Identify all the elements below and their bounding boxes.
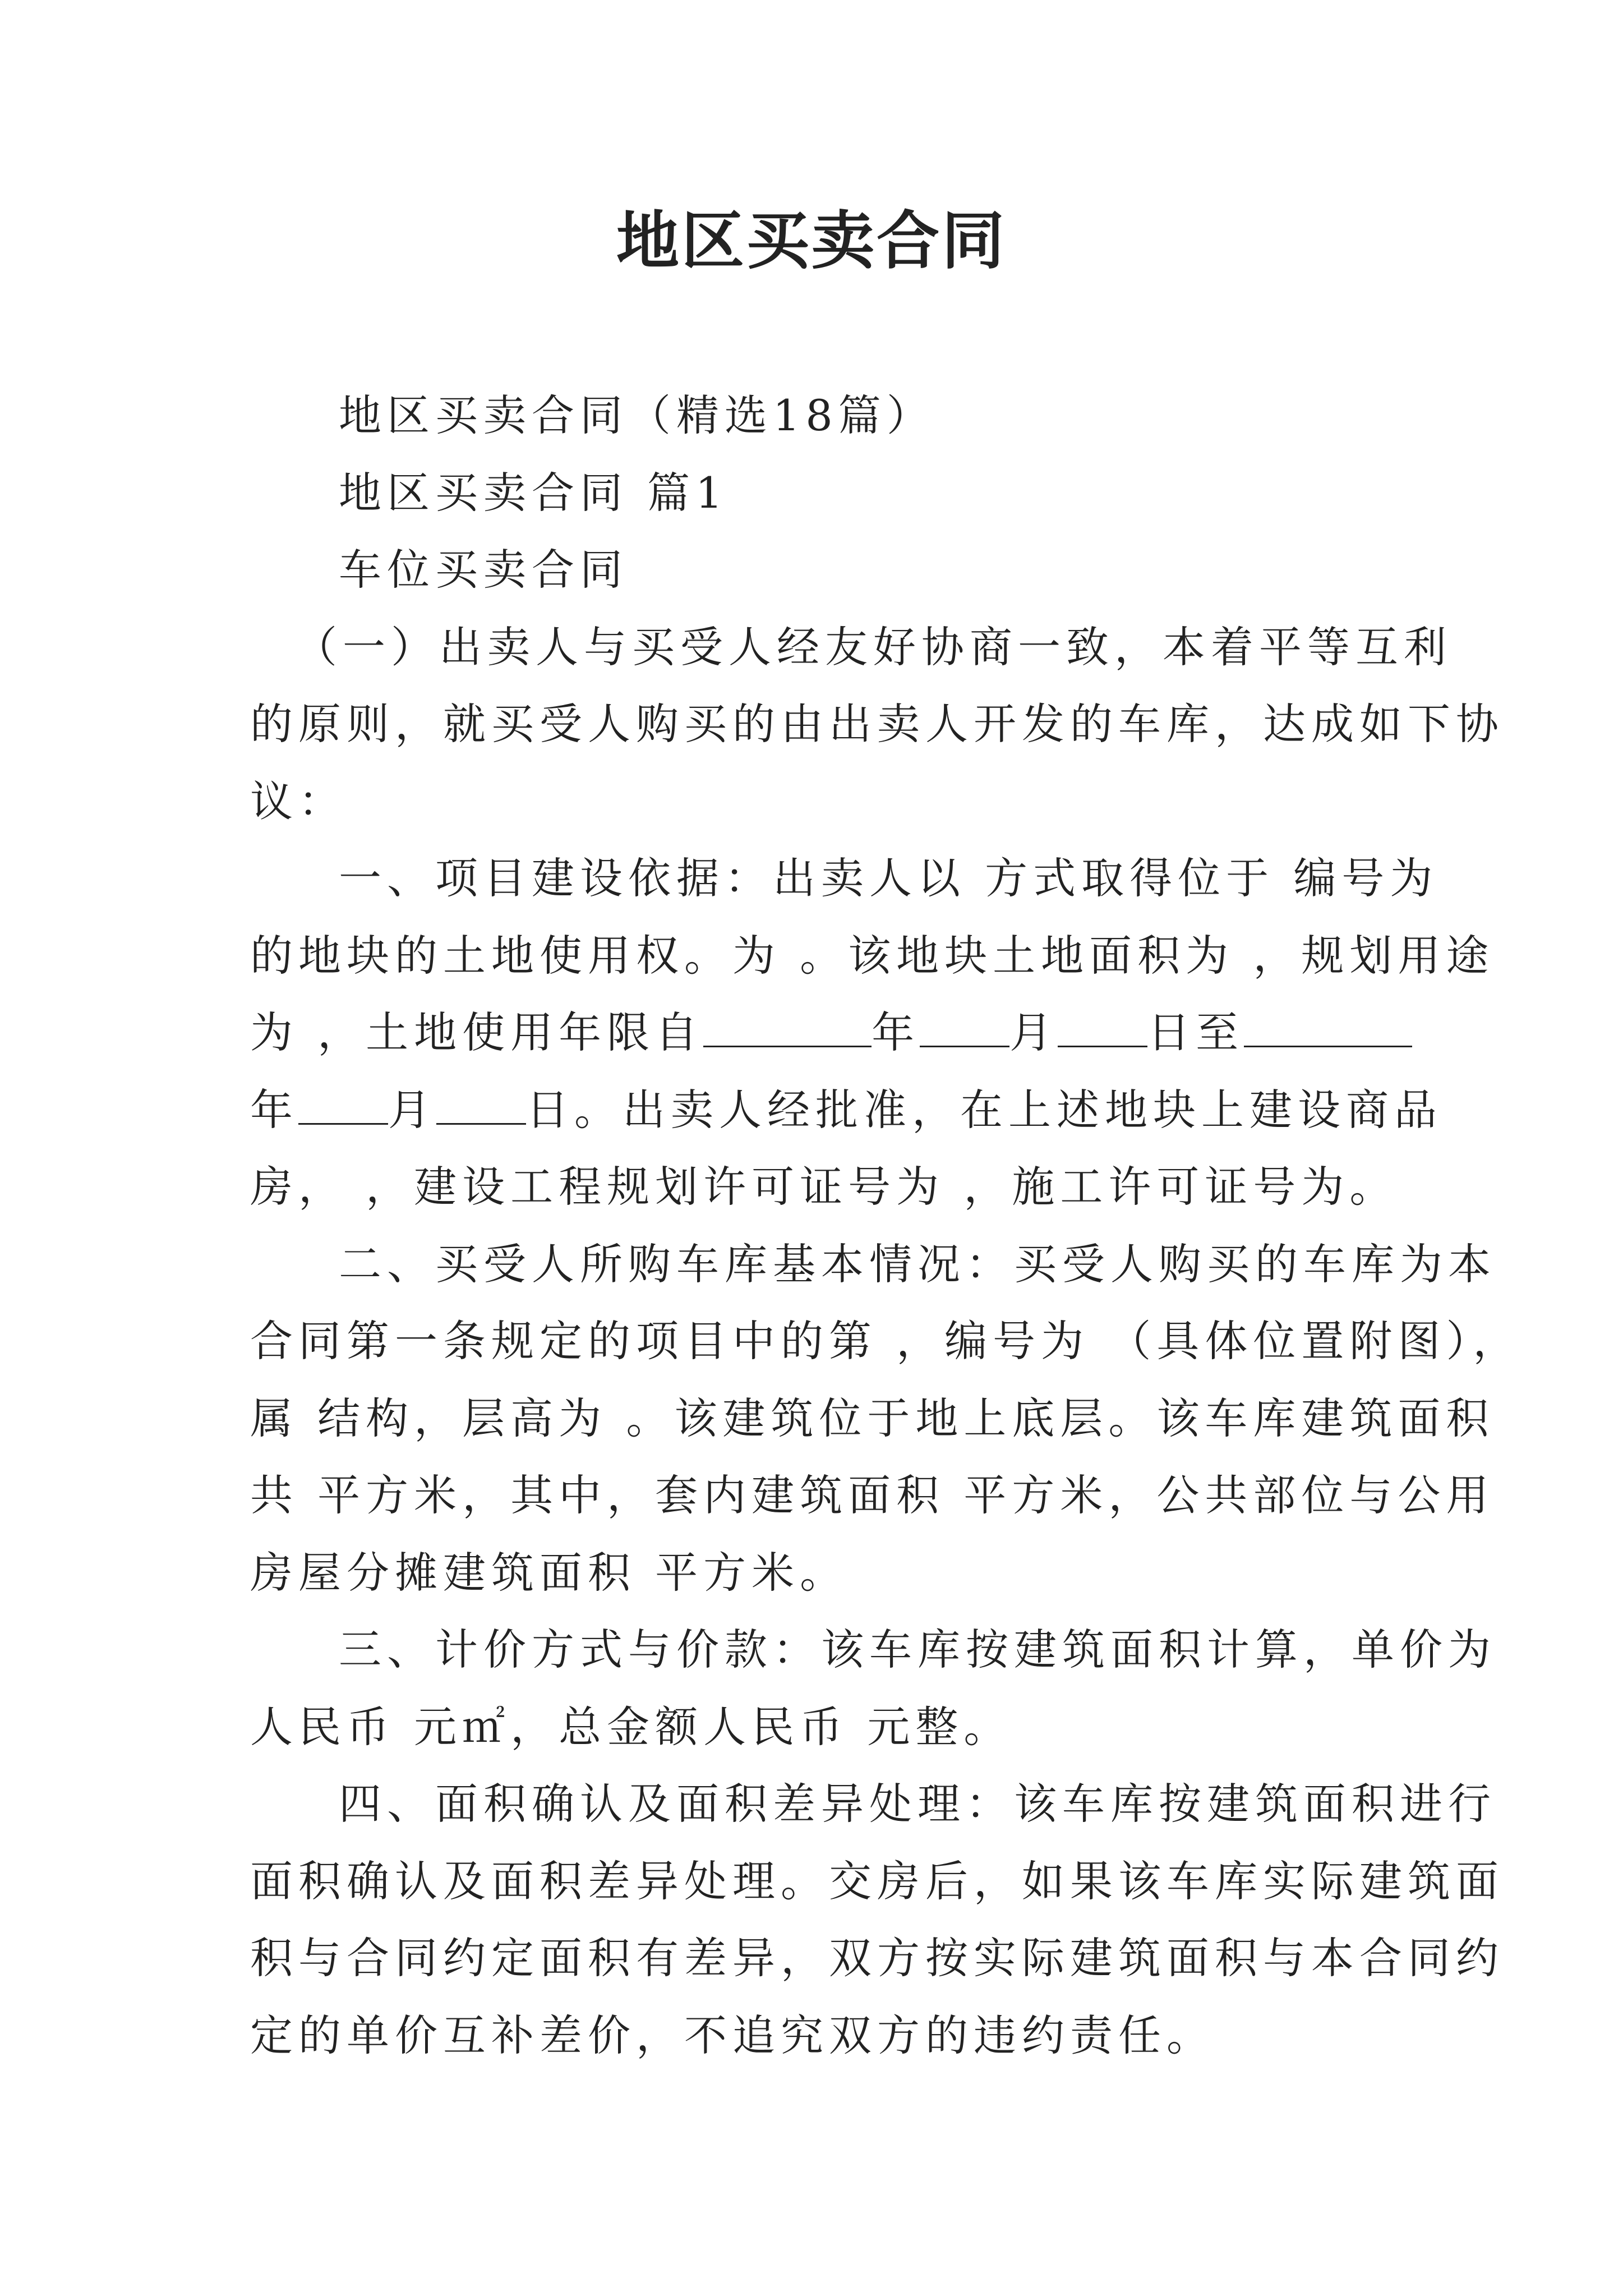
- paragraph-intro-line-1: （一）出卖人与买受人经友好协商一致，本着平等互利: [294, 622, 1452, 672]
- paragraph-1-line-3: [250, 994, 1377, 1071]
- paragraph-intro-line-3: 议：: [250, 776, 347, 826]
- paragraph-1-line-1: 一、项目建设依据：出卖人以 方式取得位于 编号为: [339, 853, 1438, 903]
- paragraph-1-line-4: [250, 1071, 1442, 1149]
- section-heading: 地区买卖合同 篇1: [339, 467, 728, 518]
- paragraph-2-line-5: 房屋分摊建筑面积 平方米。: [250, 1547, 849, 1598]
- text-segment: 月: [388, 1084, 436, 1135]
- paragraph-4-line-1: 四、面积确认及面积差异处理：该车库按建筑面积进行: [339, 1779, 1496, 1829]
- text-segment: 年: [872, 1007, 920, 1057]
- text-segment: 日。出卖人经批准，在上述地块上建设商品: [526, 1084, 1442, 1135]
- paragraph-2-line-2: 合同第一条规定的项目中的第 ，编号为 （具体位置附图），: [250, 1316, 1521, 1366]
- contract-name: 车位买卖合同: [339, 545, 628, 595]
- paragraph-3-line-2: 人民币 元㎡，总金额人民币 元整。: [250, 1701, 1012, 1752]
- paragraph-2-line-3: 属 结构，层高为 。该建筑位于地上底层。该车库建筑面积: [250, 1393, 1495, 1443]
- text-segment: 年: [250, 1084, 298, 1135]
- fill-in-blank: [703, 1005, 872, 1047]
- fill-in-blank: [436, 1083, 526, 1125]
- text-segment: 月: [1009, 1007, 1058, 1057]
- paragraph-intro-line-2: 的原则，就买受人购买的由出卖人开发的车库，达成如下协: [250, 699, 1504, 749]
- fill-in-blank: [1058, 1005, 1147, 1047]
- paragraph-1-line-5: 房， ，建设工程规划许可证号为 ，施工许可证号为。: [250, 1162, 1398, 1212]
- document-title: 地区买卖合同: [616, 204, 1007, 278]
- fill-in-blank: [298, 1083, 388, 1125]
- fill-in-blank: [1244, 1005, 1412, 1047]
- paragraph-2-line-1: 二、买受人所购车库基本情况：买受人购买的车库为本: [339, 1239, 1496, 1289]
- fill-in-blank: [920, 1005, 1009, 1047]
- document-body: [250, 377, 1521, 2074]
- text-segment: 日至: [1147, 1007, 1244, 1057]
- paragraph-4-line-2: 面积确认及面积差异处理。交房后，如果该车库实际建筑面: [250, 1856, 1504, 1906]
- document-subtitle: 地区买卖合同（精选18篇）: [339, 390, 935, 440]
- paragraph-4-line-3: 积与合同约定面积有差异，双方按实际建筑面积与本合同约: [250, 1933, 1504, 1983]
- text-segment: 为 ，土地使用年限自: [250, 1007, 704, 1057]
- paragraph-3-line-1: 三、计价方式与价款：该车库按建筑面积计算，单价为: [339, 1625, 1496, 1674]
- paragraph-2-line-4: 共 平方米，其中，套内建筑面积 平方米，公共部位与公用: [250, 1470, 1495, 1520]
- paragraph-4-line-4: 定的单价互补差价，不追究双方的违约责任。: [250, 2010, 1215, 2060]
- paragraph-1-line-2: 的地块的土地使用权。为 。该地块土地面积为 ，规划用途: [250, 930, 1495, 981]
